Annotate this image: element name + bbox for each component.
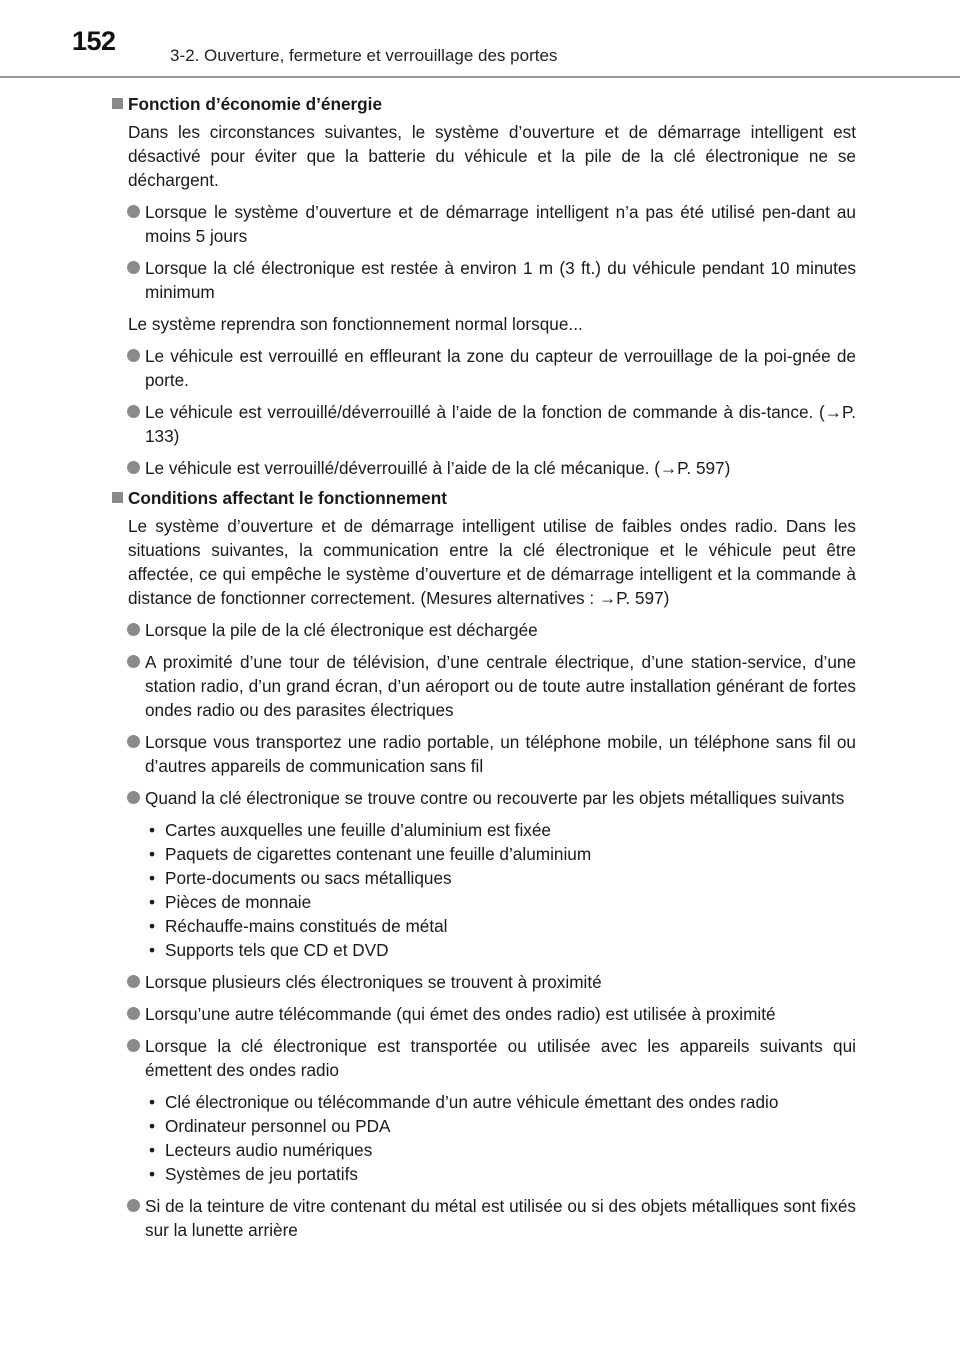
circle-bullet-icon [127, 623, 140, 636]
list-item: Lorsque la clé électronique est transportée ou utilisée avec les appareils suivants qui émettent des ondes radio • Clé électronique ou télécommande d’un autre véhicule émettant des ondes radio • Ordinateur personnel ou PDA • Lecteurs audio numériques • Systèmes de jeu portatifs [145, 1034, 856, 1186]
square-bullet-icon [112, 492, 123, 503]
circle-bullet-icon [127, 461, 140, 474]
circle-bullet-icon [127, 975, 140, 988]
sub-list-radio-devices [145, 1090, 856, 1186]
list-item: Lorsqu’une autre télécommande (qui émet des ondes radio) est utilisée à proximité [145, 1002, 856, 1026]
sub-list-item: • Réchauffe-mains constitués de métal [149, 916, 448, 936]
circle-bullet-icon [127, 735, 140, 748]
page-header [0, 0, 960, 80]
list-item: Lorsque la clé électronique est restée à environ 1 m (3 ft.) du véhicule pendant 10 minutes minimum [145, 256, 856, 304]
circle-bullet-icon [127, 349, 140, 362]
bullet-icon: • [149, 844, 156, 864]
bullet-icon: • [149, 940, 156, 960]
sub-list-item: • Porte-documents ou sacs métalliques [149, 868, 452, 888]
sub-list-item: • Paquets de cigarettes contenant une feuille d’aluminium [149, 844, 592, 864]
circle-bullet-icon [127, 1007, 140, 1020]
sub-list-metal-objects [145, 818, 856, 962]
circle-bullet-icon [127, 261, 140, 274]
sub-list-item: • Clé électronique ou télécommande d’un autre véhicule émettant des ondes radio [149, 1092, 779, 1112]
bullet-icon: • [149, 1116, 156, 1136]
page-body [111, 92, 856, 1242]
circle-bullet-icon [127, 205, 140, 218]
circle-bullet-icon [127, 791, 140, 804]
bullet-list [111, 200, 856, 304]
chapter-title: 3-2. Ouverture, fermeture et verrouillage des portes [170, 46, 558, 65]
paragraph: Le système d’ouverture et de démarrage intelligent utilise de faibles ondes radio. Dans les situations suivantes, la communication entre la clé électronique et le véhicule peut être affectée, ce qui empêche le système d’ouverture et de démarrage intelligent et la commande à distance de fonctionner correctement. (Mesures alternatives : →P. 597) [128, 516, 856, 608]
circle-bullet-icon [127, 1039, 140, 1052]
bullet-icon: • [149, 1140, 156, 1160]
bullet-icon: • [149, 916, 156, 936]
list-item: Lorsque vous transportez une radio portable, un téléphone mobile, un téléphone sans fil ou d’autres appareils de communication sans fil [145, 730, 856, 778]
list-item: Le véhicule est verrouillé en effleurant la zone du capteur de verrouillage de la poi-gnée de porte. [145, 344, 856, 392]
section-title-energy-saving: Fonction d’économie d’énergie [111, 92, 856, 116]
page-number: 152 [72, 26, 116, 56]
sub-list-item: • Supports tels que CD et DVD [149, 940, 389, 960]
circle-bullet-icon [127, 1199, 140, 1212]
paragraph: Dans les circonstances suivantes, le système d’ouverture et de démarrage intelligent est désactivé pour éviter que la batterie du véhicule et la pile de la clé électronique ne se déchargent. [128, 122, 856, 190]
sub-list-item: • Lecteurs audio numériques [149, 1140, 373, 1160]
list-item: Le véhicule est verrouillé/déverrouillé à l’aide de la clé mécanique. (→P. 597) [145, 456, 856, 480]
bullet-icon: • [149, 820, 156, 840]
bullet-icon: • [149, 868, 156, 888]
list-item: Lorsque plusieurs clés électroniques se trouvent à proximité [145, 970, 856, 994]
header-divider [0, 76, 960, 78]
list-item: A proximité d’une tour de télévision, d’une centrale électrique, d’une station-service, d’une station radio, d’un grand écran, d’un aéroport ou de toute autre installation générant de fortes ondes radio ou des parasites électriques [145, 650, 856, 722]
sub-list-item: • Cartes auxquelles une feuille d’aluminium est fixée [149, 820, 551, 840]
list-item: Quand la clé électronique se trouve contre ou recouverte par les objets métalliques suivants • Cartes auxquelles une feuille d’aluminium est fixée • Paquets de cigarettes contenant une feuille d’aluminium • Porte-documents ou sacs métalliques • Pièces de monnaie • Réchauffe-mains constitués de métal • Supports tels que CD et DVD [145, 786, 856, 962]
circle-bullet-icon [127, 655, 140, 668]
sub-list-item: • Systèmes de jeu portatifs [149, 1164, 358, 1184]
sub-list-item: • Pièces de monnaie [149, 892, 312, 912]
list-item: Lorsque le système d’ouverture et de démarrage intelligent n’a pas été utilisé pen-dant au moins 5 jours [145, 200, 856, 248]
list-item: Le véhicule est verrouillé/déverrouillé à l’aide de la fonction de commande à dis-tance. (→P. 133) [145, 400, 856, 448]
list-item: Si de la teinture de vitre contenant du métal est utilisée ou si des objets métalliques sont fixés sur la lunette arrière [145, 1194, 856, 1242]
circle-bullet-icon [127, 405, 140, 418]
bullet-icon: • [149, 892, 156, 912]
section-title-conditions: Conditions affectant le fonctionnement [111, 486, 856, 510]
sub-list-item: • Ordinateur personnel ou PDA [149, 1116, 391, 1136]
square-bullet-icon [112, 98, 123, 109]
bullet-icon: • [149, 1164, 156, 1184]
paragraph: Le système reprendra son fonctionnement normal lorsque... [128, 314, 583, 334]
list-item: Lorsque la pile de la clé électronique est déchargée [145, 618, 856, 642]
bullet-list [111, 618, 856, 1242]
bullet-list [111, 344, 856, 480]
bullet-icon: • [149, 1092, 156, 1112]
